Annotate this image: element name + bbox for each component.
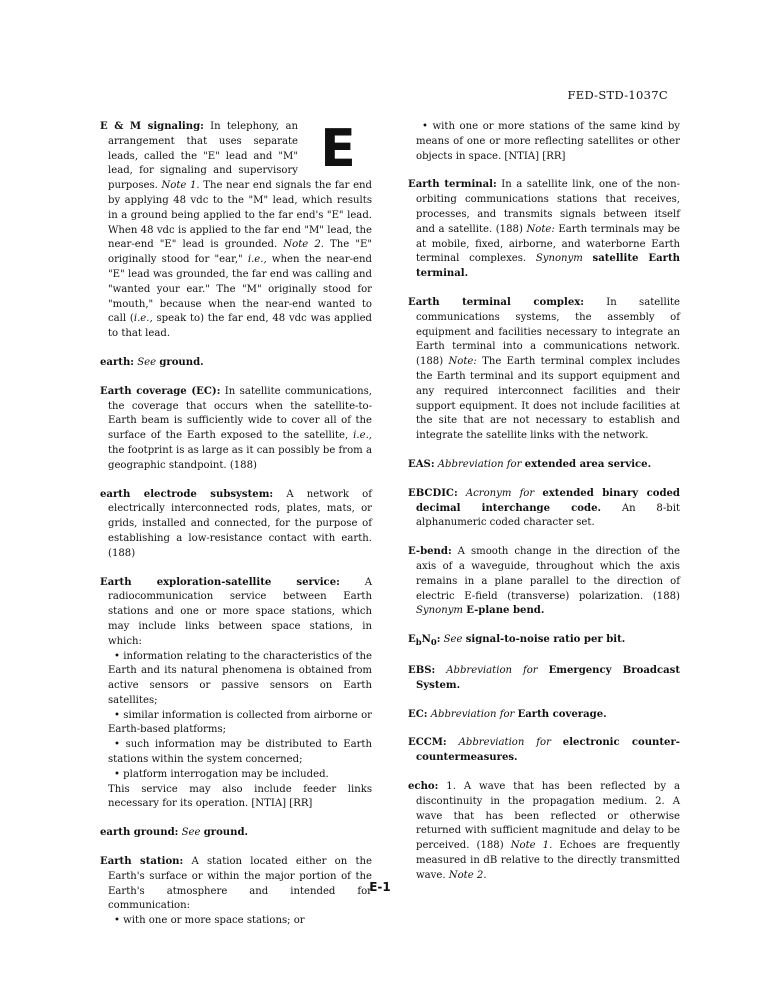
entry-ebs xyxy=(408,664,680,694)
term: earth: xyxy=(100,356,135,368)
definition: 1. A wave that has been reflected by a discontinuity in the propagation medium. 2. A wave that has been reflected or otherwise returned with sufficient magnitude and delay to be perceived. (188) xyxy=(416,780,680,852)
definition: The near end signals the far end by applying 48 vdc to the "M" lead, which results in a ground being applied to the far end's "E" lead. When 48 vdc is applied to the far end "M" lead, the near-end "E" lead is grounded. xyxy=(108,180,372,251)
section-letter: E xyxy=(320,119,356,179)
acronym-label: Acronym for xyxy=(465,487,535,499)
abbreviation-label: Abbreviation for xyxy=(458,737,551,749)
entry-eas xyxy=(408,458,680,473)
cross-reference: E-plane bend. xyxy=(466,605,545,617)
synonym-label: Synonym xyxy=(416,605,463,617)
entry-earth-terminal xyxy=(408,178,680,282)
definition: the footprint is as large as it can possibly be from a geographic standpoint. (188) xyxy=(108,444,372,471)
definition: A radiocommunication service between Earth stations and one or more space stations, which may include links between space stations, in which: xyxy=(108,576,372,647)
entry-earth-coverage xyxy=(100,385,372,474)
page-number: E-1 xyxy=(369,880,391,894)
definition: A station located either on the Earth's surface or within the major portion of the Earth's atmosphere and intended for communication: xyxy=(108,856,372,912)
left-column xyxy=(100,120,372,943)
definition: In satellite communications, the coverage that occurs when the satellite-to-Earth beam is sufficiently wide to cover all of the surface of the Earth exposed to the satellite, xyxy=(108,385,372,442)
entry-e-and-m-signaling xyxy=(100,120,372,342)
definition: This service may also include feeder links necessary for its operation. [NTIA] [RR] xyxy=(108,783,372,810)
term: Earth coverage (EC): xyxy=(100,385,221,397)
definition: speak to) the far end, 48 vdc was applied to that lead. xyxy=(108,313,372,340)
cross-reference: Earth coverage. xyxy=(517,708,607,720)
entry-earth xyxy=(100,356,372,371)
entry-ebcdic xyxy=(408,487,680,531)
definition: Echoes are frequently measured in dB relative to the directly transmitted wave. xyxy=(416,840,680,881)
see-label: See xyxy=(137,356,157,368)
entry-eb-n0 xyxy=(408,633,680,650)
definition: An 8-bit alphanumeric coded character set. xyxy=(416,502,680,529)
abbreviation-label: Abbreviation for xyxy=(430,708,515,720)
cross-reference: satellite Earth terminal. xyxy=(416,253,680,280)
see-label: See xyxy=(181,827,201,839)
cross-reference: ground. xyxy=(159,356,204,368)
abbreviation-label: Abbreviation for xyxy=(437,458,522,470)
definition: In a satellite link, one of the non-orbiting communications stations that receives, processes, and transmits signals between itself and a satellite. (188) xyxy=(416,179,680,235)
note-label: Note 2. xyxy=(283,239,324,251)
entry-earth-station-continued xyxy=(408,120,680,164)
synonym-label: Synonym xyxy=(535,253,583,265)
definition: The "E" originally stood for "ear," xyxy=(108,239,372,266)
right-column xyxy=(408,120,680,897)
definition: A smooth change in the direction of the axis of a waveguide, throughout which the axis remains in a plane parallel to the direction of electric E-field (transverse) polarization. (188) xyxy=(416,546,680,602)
term: EBCDIC: xyxy=(408,487,458,499)
abbreviation-label: Abbreviation for xyxy=(446,664,538,676)
term-main: N xyxy=(421,634,431,646)
abbrev-ie: i.e., xyxy=(133,313,153,325)
term: Earth station: xyxy=(100,856,184,868)
term-subscript: 0 xyxy=(430,637,437,648)
note-label: Note 1. xyxy=(510,840,553,852)
term: EC: xyxy=(408,708,428,720)
note-label: Note: xyxy=(448,356,477,368)
term: EBS: xyxy=(408,664,436,676)
term: Earth terminal: xyxy=(408,179,497,191)
cross-reference: ground. xyxy=(203,827,249,839)
abbrev-ie: i.e., xyxy=(353,430,372,442)
term: E-bend: xyxy=(408,546,452,558)
entry-echo xyxy=(408,780,680,884)
document-header: FED-STD-1037C xyxy=(567,88,668,102)
term: echo: xyxy=(408,780,439,792)
entry-eccm xyxy=(408,736,680,766)
term: Earth exploration-satellite service: xyxy=(100,576,340,588)
term xyxy=(408,634,441,648)
cross-reference: signal-to-noise ratio per bit. xyxy=(465,634,626,646)
entry-ec xyxy=(408,708,680,723)
note-label: Note 2. xyxy=(448,869,487,881)
bullet-item: • with one or more space stations; or xyxy=(108,914,372,929)
cross-reference: extended area service. xyxy=(524,458,652,470)
term-colon: : xyxy=(436,634,441,646)
see-label: See xyxy=(443,634,463,646)
definition: when the near-end "E" lead was grounded, the far end was calling and "wanted your ear." The "M" originally stood for "mouth," because when the near-end wanted to call ( xyxy=(108,254,372,325)
cross-reference: extended binary coded decimal interchange code. xyxy=(416,487,680,514)
term: E & M signaling: xyxy=(100,121,204,132)
bullet-item: • with one or more stations of the same kind by means of one or more reflecting satellites or other objects in space. [NTIA] [RR] xyxy=(416,120,680,164)
definition: Earth terminals may be at mobile, fixed, airborne, and waterborne Earth terminal complexes. xyxy=(416,223,681,265)
entry-e-bend xyxy=(408,545,680,619)
term-subscript: b xyxy=(415,637,422,648)
bullet-item: • platform interrogation may be included. xyxy=(108,768,372,783)
bullet-item: • such information may be distributed to Earth stations within the system concerned; xyxy=(108,738,372,768)
cross-reference: electronic counter-countermeasures. xyxy=(416,737,680,764)
entry-earth-exploration-satellite-service xyxy=(100,576,372,813)
definition: In satellite communications systems, the assembly of equipment and facilities necessary to integrate an Earth terminal into a communications network. (188) xyxy=(416,296,680,368)
entry-earth-terminal-complex xyxy=(408,296,680,444)
term: Earth terminal complex: xyxy=(408,296,584,308)
entry-earth-ground xyxy=(100,826,372,841)
definition: A network of electrically interconnected rods, plates, mats, or grids, installed and connected, for the purpose of establishing a low-resistance contact with earth. (188) xyxy=(108,488,372,559)
cross-reference: Emergency Broadcast System. xyxy=(416,664,680,691)
note-label: Note: xyxy=(526,223,555,235)
entry-earth-electrode-subsystem xyxy=(100,488,372,562)
definition: The Earth terminal complex includes the Earth terminal and its support equipment and any required interconnect facilities and their support equipment. It does not include facilities at the site that are not necessary to establish and integrate the satellite links with the network. xyxy=(416,356,680,442)
note-label: Note 1. xyxy=(161,180,200,192)
abbrev-ie: i.e., xyxy=(247,254,267,266)
definition: In telephony, an arrangement that uses separate leads, called the "E" lead and "M" lead, for signaling and supervisory purposes. xyxy=(108,121,298,192)
term: earth ground: xyxy=(100,827,179,839)
term-main: E xyxy=(408,634,416,646)
bullet-item: • similar information is collected from airborne or Earth-based platforms; xyxy=(108,709,372,739)
term: earth electrode subsystem: xyxy=(100,488,274,500)
term: ECCM: xyxy=(408,737,447,749)
bullet-item: • information relating to the characteristics of the Earth and its natural phenomena is obtained from active sensors or passive sensors on Earth satellites; xyxy=(108,650,372,709)
term: EAS: xyxy=(408,458,435,470)
